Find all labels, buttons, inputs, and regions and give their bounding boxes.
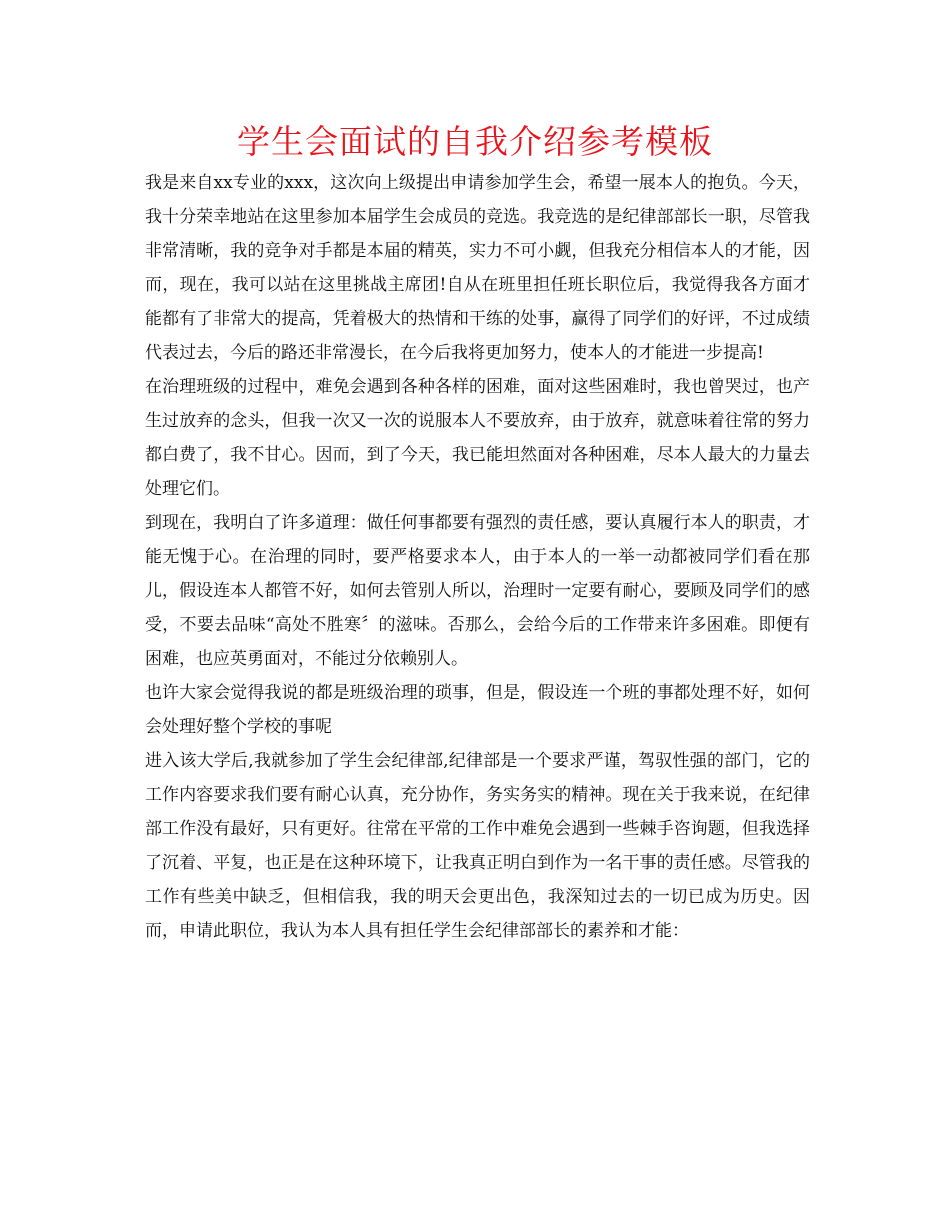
paragraph-3: 到现在，我明白了许多道理：做任何事都要有强烈的责任感，要认真履行本人的职责，才能无愧于心。在治理的同时，要严格要求本人，由于本人的一举一动都被同学们看在那儿，假设连本人都管不好，如何去管别人所以，治理时一定要有耐心，要顾及同学们的感受，不要去品味“高处不胜寒〞的滋味。否那么，会给今后的工作带来许多困难。即便有困难，也应英勇面对，不能过分依赖别人。 [145, 513, 810, 669]
paragraph-4: 也许大家会觉得我说的都是班级治理的琐事，但是，假设连一个班的事都处理不好，如何会处理好整个学校的事呢 [145, 683, 810, 737]
document-title: 学生会面试的自我介绍参考模板 [237, 122, 713, 161]
paragraph-1: 我是来自xx专业的xxx，这次向上级提出申请参加学生会，希望一展本人的抱负。今天，我十分荣幸地站在这里参加本届学生会成员的竞选。我竞选的是纪律部部长一职，尽管我非常清晰，我的竞争对手都是本届的精英，实力不可小觑，但我充分相信本人的才能，因而，现在，我可以站在这里挑战主席团!自从在班里担任班长职位后，我觉得我各方面才能都有了非常大的提高，凭着极大的热情和干练的处事，赢得了同学们的好评，不过成绩代表过去，今后的路还非常漫长，在今后我将更加努力，使本人的才能进一步提高! [145, 173, 810, 363]
paragraph-5: 进入该大学后,我就参加了学生会纪律部,纪律部是一个要求严谨，驾驭性强的部门，它的工作内容要求我们要有耐心认真，充分协作，务实务实的精神。现在关于我来说，在纪律部工作没有最好，只有更好。往常在平常的工作中难免会遇到一些棘手咨询题，但我选择了沉着、平复，也正是在这种环境下，让我真正明白到作为一名干事的责任感。尽管我的工作有些美中缺乏，但相信我，我的明天会更出色，我深知过去的一切已成为历史。因而，申请此职位，我认为本人具有担任学生会纪律部部长的素养和才能： [145, 751, 810, 941]
document-body [145, 166, 810, 948]
paragraph-2: 在治理班级的过程中，难免会遇到各种各样的困难，面对这些困难时，我也曾哭过，也产生过放弃的念头，但我一次又一次的说服本人不要放弃，由于放弃，就意味着往常的努力都白费了，我不甘心。因而，到了今天，我已能坦然面对各种困难，尽本人最大的力量去处理它们。 [145, 377, 810, 499]
